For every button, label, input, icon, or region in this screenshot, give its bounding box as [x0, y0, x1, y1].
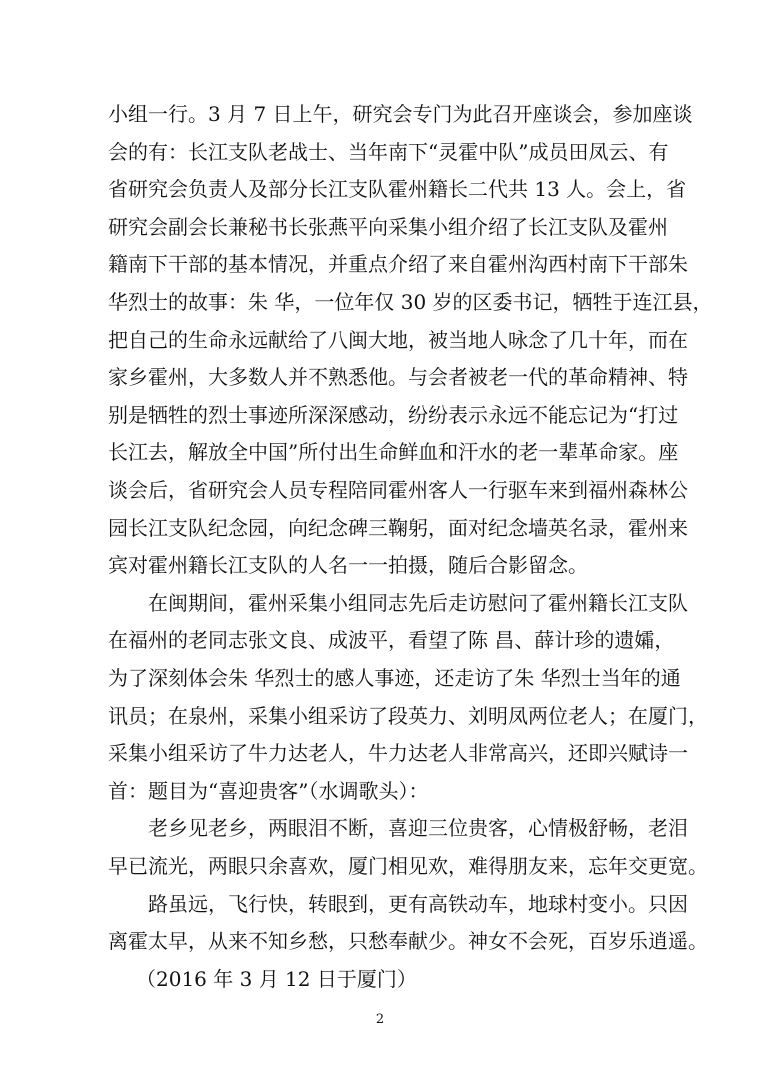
body-line: 别是牺牲的烈士事迹所深深感动，纷纷表示永远不能忘记为“打过	[108, 402, 679, 427]
body-line: 在福州的老同志张文良、成波平，看望了陈 昌、薛计珍的遗孀，	[108, 628, 675, 653]
poem-line: 早已流光，两眼只余喜欢，厦门相见欢，难得朋友来，忘年交更宽。	[108, 854, 708, 878]
body-line: 华烈士的故事：朱 华，一位年仅 30 岁的区委书记，牺牲于连江县，	[108, 290, 713, 314]
poem-line: 离霍太早，从来不知乡愁，只愁奉献少。神女不会死，百岁乐逍遥。	[108, 929, 708, 954]
body-line: 采集小组采访了牛力达老人，牛力达老人非常高兴，还即兴赋诗一	[108, 741, 688, 766]
body-line: 宾对霍州籍长江支队的人名一一拍摄，随后合影留念。	[108, 553, 588, 578]
body-line: 小组一行。3 月 7 日上午，研究会专门为此召开座谈会，参加座谈	[108, 102, 693, 126]
body-line: 把自己的生命永远献给了八闽大地，被当地人咏念了几十年，而在	[108, 327, 688, 352]
page-number: 2	[375, 1012, 385, 1028]
body-line: 园长江支队纪念园，向纪念碑三鞠躬，面对纪念墙英名录，霍州来	[108, 515, 688, 540]
paragraph-first-line: 在闽期间，霍州采集小组同志先后走访慰问了霍州籍长江支队	[148, 590, 688, 615]
body-line: 会的有：长江支队老战士、当年南下“灵霍中队”成员田凤云、有	[108, 139, 669, 164]
body-line: 籍南下干部的基本情况，并重点介绍了来自霍州沟西村南下干部朱	[108, 252, 688, 277]
date-line: （2016 年 3 月 12 日于厦门）	[136, 966, 417, 991]
body-line: 谈会后，省研究会人员专程陪同霍州客人一行驱车来到福州森林公	[108, 478, 688, 502]
body-line: 研究会副会长兼秘书长张燕平向采集小组介绍了长江支队及霍州	[108, 214, 668, 239]
body-line: 首：题目为“喜迎贵客”（水调歌头）：	[108, 778, 429, 803]
body-line: 长江去，解放全中国”所付出生命鲜血和汗水的老一辈革命家。座	[108, 440, 679, 465]
poem-line: 路虽远，飞行快，转眼到，更有高铁动车，地球村变小。只因	[148, 891, 688, 916]
poem-line: 老乡见老乡，两眼泪不断，喜迎三位贵客，心情极舒畅，老泪	[148, 816, 688, 841]
body-line: 省研究会负责人及部分长江支队霍州籍长二代共 13 人。会上，省	[108, 177, 687, 202]
body-line: 家乡霍州，大多数人并不熟悉他。与会者被老一代的革命精神、特	[108, 365, 688, 390]
body-line: 讯员；在泉州，采集小组采访了段英力、刘明凤两位老人；在厦门，	[108, 703, 708, 728]
body-line: 为了深刻体会朱 华烈士的感人事迹，还走访了朱 华烈士当年的通	[108, 666, 681, 690]
